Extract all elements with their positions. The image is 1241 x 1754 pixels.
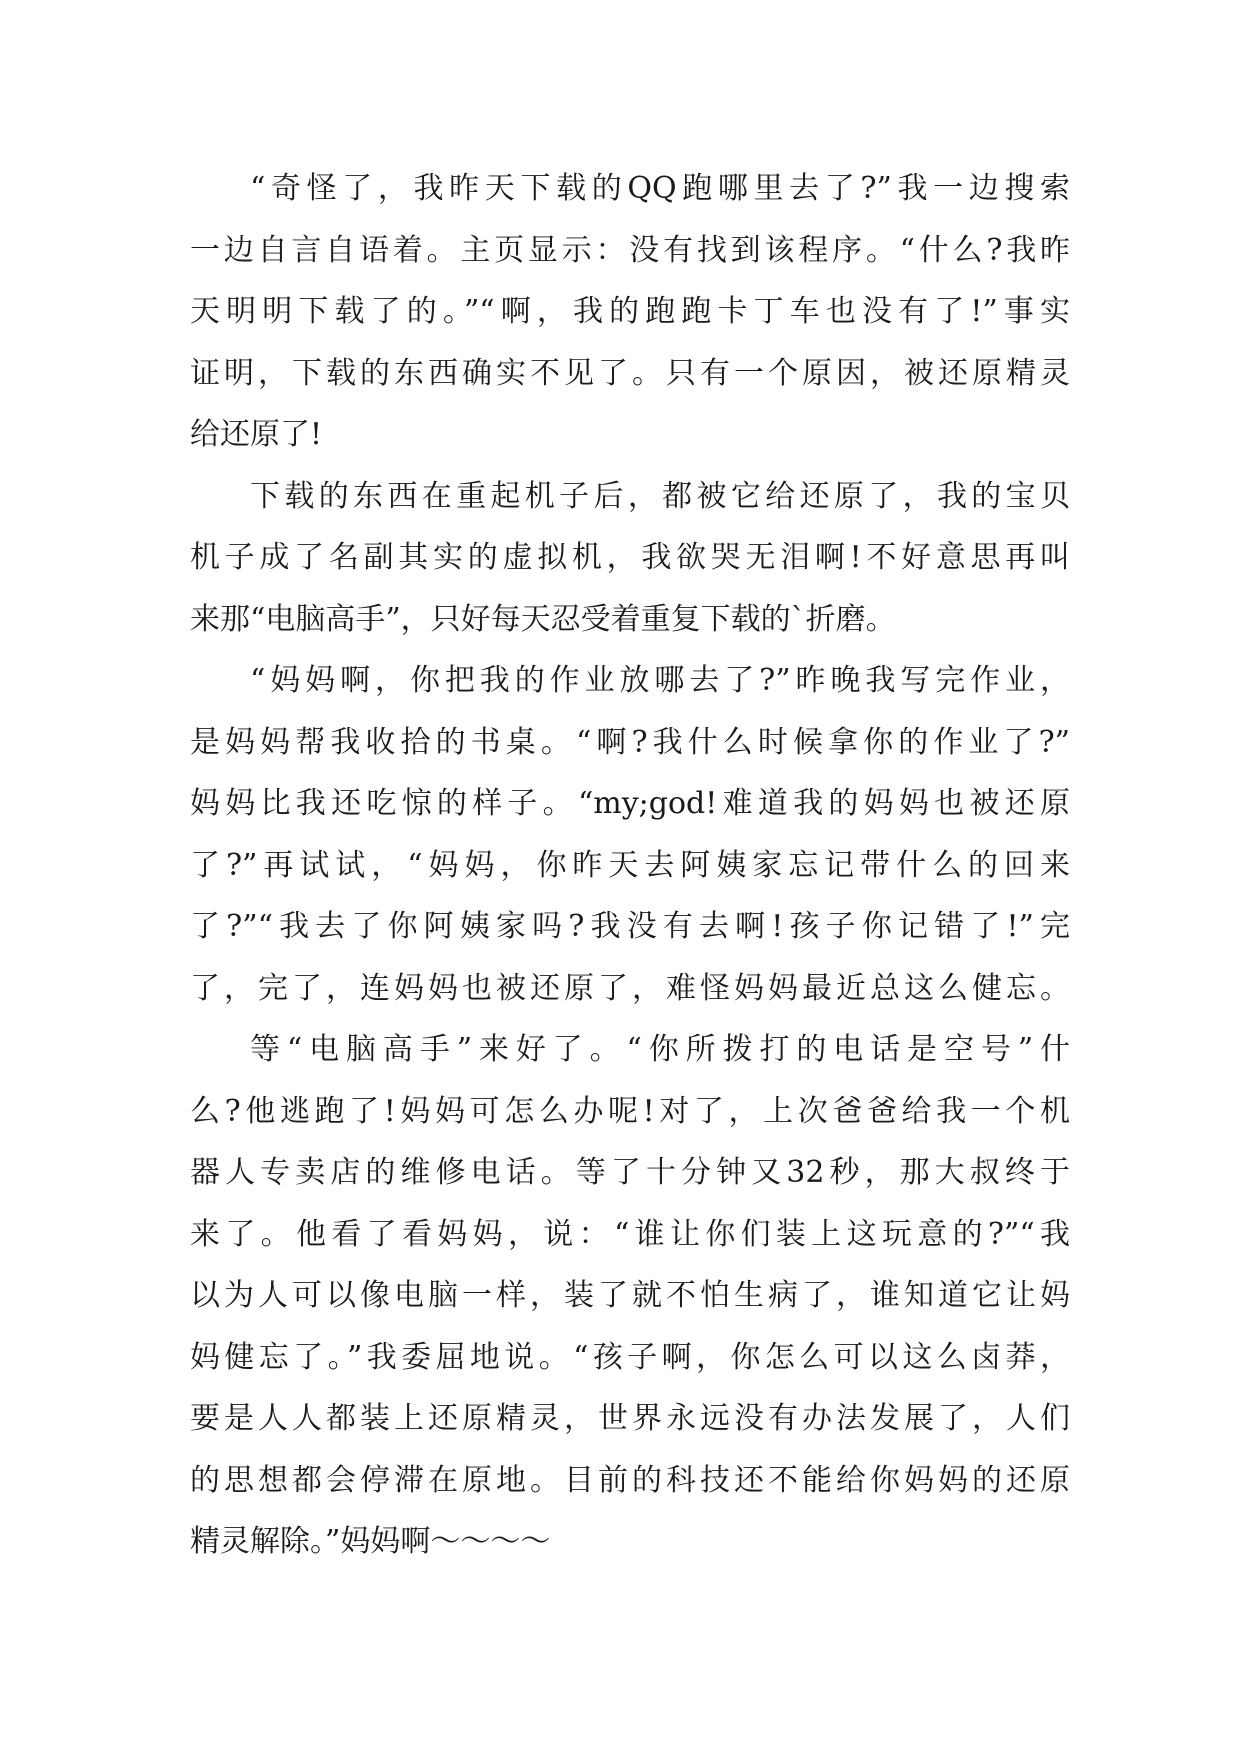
paragraph-line: 了，完了，连妈妈也被还原了，难怪妈妈最近总这么健忘。 <box>190 970 1070 1006</box>
document-body <box>190 158 1070 1573</box>
paragraph-line: 给还原了! <box>190 417 323 452</box>
paragraph-line: 证明，下载的东西确实不见了。只有一个原因，被还原精灵 <box>190 355 1070 391</box>
paragraph-line: 要是人人都装上还原精灵，世界永远没有办法发展了，人们 <box>190 1401 1070 1436</box>
paragraph-line: 以为人可以像电脑一样，装了就不怕生病了，谁知道它让妈 <box>190 1278 1070 1313</box>
paragraph-line: 妈健忘了。”我委屈地说。“孩子啊，你怎么可以这么卤莽， <box>190 1339 1070 1375</box>
paragraph-line: 天明明下载了的。”“啊，我的跑跑卡丁车也没有了!”事实 <box>190 294 1070 329</box>
paragraph-line: 一边自言自语着。主页显示：没有找到该程序。“什么?我昨 <box>190 232 1070 268</box>
paragraph-line: “奇怪了，我昨天下载的QQ跑哪里去了?”我一边搜索 <box>250 171 1070 206</box>
paragraph-line: 器人专卖店的维修电话。等了十分钟又32秒，那大叔终于 <box>190 1155 1070 1190</box>
paragraph-line: 来那“电脑高手”，只好每天忍受着重复下载的`折磨。 <box>190 601 896 637</box>
paragraph-line: 的思想都会停滞在原地。目前的科技还不能给你妈妈的还原 <box>190 1462 1070 1498</box>
paragraph-line: 是妈妈帮我收拾的书桌。“啊?我什么时候拿你的作业了?” <box>190 724 1070 760</box>
paragraph-line: 精灵解除。”妈妈啊～～～～ <box>190 1524 551 1559</box>
paragraph-line: 了?”“我去了你阿姨家吗?我没有去啊!孩子你记错了!”完 <box>190 909 1070 944</box>
paragraph-line: 下载的东西在重起机子后，都被它给还原了，我的宝贝 <box>250 478 1070 514</box>
paragraph-line: 等“电脑高手”来好了。“你所拨打的电话是空号”什 <box>250 1032 1070 1067</box>
paragraph-line: 妈妈比我还吃惊的样子。“my;god!难道我的妈妈也被还原 <box>190 786 1070 821</box>
paragraph-line: 来了。他看了看妈妈，说：“谁让你们装上这玩意的?”“我 <box>190 1216 1070 1252</box>
paragraph-line: “妈妈啊，你把我的作业放哪去了?”昨晚我写完作业， <box>250 663 1070 698</box>
paragraph-line: 么?他逃跑了!妈妈可怎么办呢!对了，上次爸爸给我一个机 <box>190 1093 1070 1129</box>
paragraph-line: 机子成了名副其实的虚拟机，我欲哭无泪啊!不好意思再叫 <box>190 540 1070 575</box>
paragraph-line: 了?”再试试，“妈妈，你昨天去阿姨家忘记带什么的回来 <box>190 847 1070 883</box>
